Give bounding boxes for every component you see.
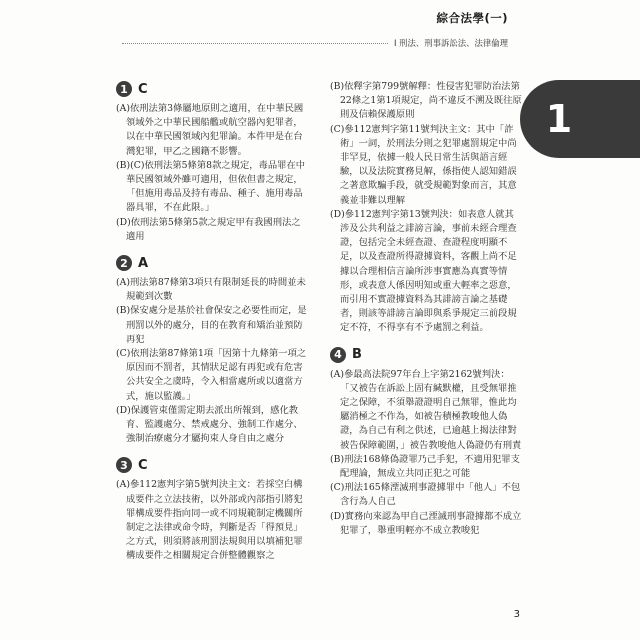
- explanation-item: (B)依釋字第799號解釋：性侵害犯罪防治法第22條之1第1項規定，尚不違反不溯及既往原則及信賴保護原則: [330, 81, 522, 121]
- answer-letter: C: [138, 81, 148, 97]
- explanation-item: (D)依刑法第5條第5款之規定甲有我國刑法之適用: [116, 216, 301, 242]
- left-column: [116, 80, 308, 574]
- chapter-tab: [520, 80, 640, 158]
- header-subtitle-row: [122, 36, 508, 50]
- book-title: 綜合法學(一): [436, 11, 508, 25]
- answer-letter: C: [138, 457, 148, 473]
- explanation-item: (A)刑法第87條第3項只有限制延長的時間並未規範到次數: [116, 277, 306, 303]
- header-subtitle: I 刑法、刑事訴訟法、法律倫理: [393, 38, 508, 48]
- question-header: [116, 80, 308, 98]
- question-number-badge: 4: [330, 347, 346, 363]
- explanation-item: (A)依刑法第3條屬地原則之適用，在中華民國領域外之中華民國船艦或航空器內犯罪者，以在中華民國領域內犯罪論。本件甲是在台灣犯罪，甲乙之國籍不影響。: [116, 103, 304, 157]
- question-number-badge: 2: [116, 255, 132, 271]
- question-header: [116, 254, 308, 272]
- question-header: [330, 346, 522, 364]
- explanation-item: (D)參112憲判字第13號判決：如表意人就其涉及公共利益之誹謗言論，事前未經合理查證，包括完全未經查證、查證程度明顯不足，以及查證所得證據資料，客觀上尚不足據以合理相信言論所涉事實應為真實等情形，或表意人係因明知或重大輕率之惡意，而引用不實證據資料為其誹謗言論之基礎者，則該等誹謗言論即與系爭規定三前段規定不符，不得享有不予處罰之利益。: [330, 208, 517, 334]
- explanation-item: (C)依刑法第87條第1項「因第十九條第一項之原因而不罰者，其情狀足認有再犯或有危害公共安全之虞時，令入相當處所或以適當方式，施以監護。」: [116, 348, 307, 402]
- question-block: [330, 80, 522, 336]
- answer-letter: B: [352, 347, 362, 363]
- right-column: [330, 80, 522, 548]
- dotted-rule: [122, 43, 388, 44]
- explanation-item: (D)實務向來認為甲自己湮滅刑事證據都不成立犯罪了，舉重明輕亦不成立教唆犯: [330, 510, 522, 536]
- explanation-item: (B)(C)依刑法第5條第8款之規定，毒品罪在中華民國領域外雖可適用，但依但書之規定，「但施用毒品及持有毒品、種子、施用毒品器具罪，不在此限。」: [116, 159, 306, 214]
- explanation-item: (C)參112憲判字第11號判決主文：其中「詐術」一詞，於刑法分則之犯罪處罰規定中尚非罕見，依據一般人民日常生活與語言經驗，以及法院實務見解，係指使人認知錯誤之著意欺騙手段，就受規範對象而言，其意義並非難以理解: [330, 123, 517, 206]
- question-block: [116, 80, 308, 244]
- chapter-number: 1: [545, 97, 573, 141]
- page-number: 3: [513, 609, 520, 620]
- running-header: [436, 10, 508, 26]
- question-header: [116, 456, 308, 474]
- answer-letter: A: [138, 255, 149, 271]
- explanation-item: (A)參最高法院97年台上字第2162號判決：「又被告在訴訟上固有緘默權，且受無罪推定之保障，不須舉證證明自己無罪，惟此均屬消極之不作為，如被告積極教唆他人偽證，為自己有利之供述，已逾越上揭法律對被告保障範圍，」被告教唆他人偽證仍有刑責: [330, 368, 522, 451]
- question-block: [116, 254, 308, 446]
- question-block: [116, 456, 308, 563]
- question-block: [330, 346, 522, 538]
- question-number-badge: 1: [116, 81, 132, 97]
- question-number-badge: 3: [116, 457, 132, 473]
- explanation-item: (A)參112憲判字第5號判決主文：若採空白構成要件之立法技術，以外部或內部指引將犯罪構成要件指向同一或不同規範制定機關所制定之法律或命令時，判斷是否「得預見」之方式，則須將該刑罰法規與用以填補犯罪構成要件之相關規定合併整體觀察之: [116, 479, 303, 562]
- explanation-item: (C)刑法165條湮滅刑事證據罪中「他人」不包含行為人自己: [330, 482, 521, 508]
- explanation-item: (D)保護管束僅需定期去派出所報到，感化教育、監護處分、禁戒處分、強制工作處分、強制治療處分才屬拘束人身自由之處分: [116, 404, 303, 445]
- explanation-item: (B)保安處分是基於社會保安之必要性而定，是刑罰以外的處分，目的在教育和矯治並預防再犯: [116, 305, 307, 345]
- explanation-item: (B)刑法168條偽證罪乃己手犯，不適用犯罪支配理論，無成立共同正犯之可能: [330, 453, 520, 480]
